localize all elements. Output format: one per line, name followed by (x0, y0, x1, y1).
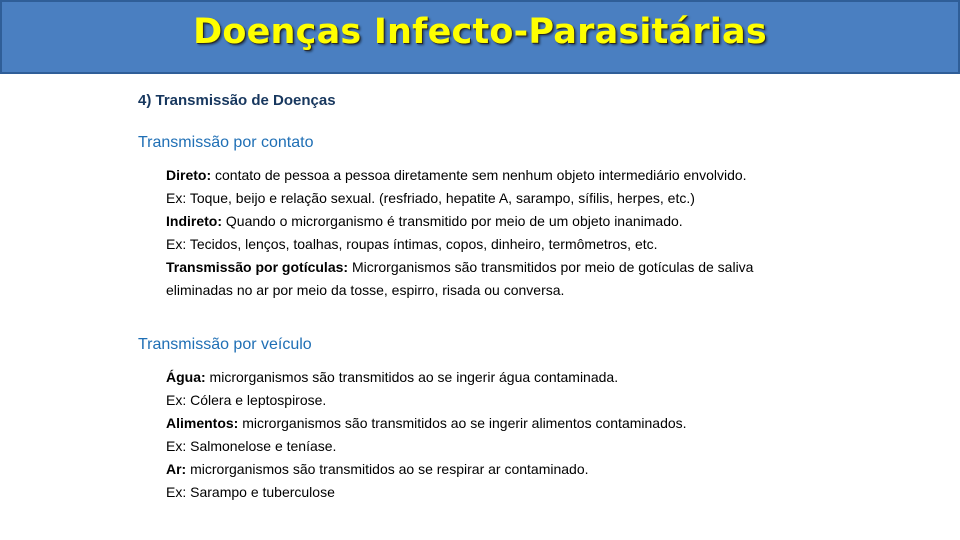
list-item (166, 412, 806, 435)
item-text: Ex: Sarampo e tuberculose (166, 484, 335, 500)
section-heading: 4) Transmissão de Doenças (138, 92, 336, 109)
item-text: microrganismos são transmitidos ao se ingerir água contaminada. (205, 369, 619, 385)
list-item (166, 187, 806, 210)
list-item (166, 366, 806, 389)
item-text: Quando o microrganismo é transmitido por meio de um objeto inanimado. (222, 213, 683, 229)
item-text: microrganismos são transmitidos ao se ingerir alimentos contaminados. (238, 415, 687, 431)
item-label: Ar: (166, 461, 187, 477)
item-text: Microrganismos são transmitidos por meio de gotículas de saliva eliminadas no ar por meio da tosse, espirro, risada ou conversa. (166, 259, 754, 298)
contato-list (166, 164, 806, 302)
list-item (166, 164, 806, 187)
item-text: contato de pessoa a pessoa diretamente sem nenhum objeto intermediário envolvido. (211, 167, 747, 183)
list-item (166, 210, 806, 233)
item-text: Ex: Salmonelose e teníase. (166, 438, 337, 454)
item-text: Ex: Tecidos, lenços, toalhas, roupas íntimas, copos, dinheiro, termômetros, etc. (166, 236, 658, 252)
item-label: Alimentos: (166, 415, 239, 431)
item-text: Ex: Cólera e leptospirose. (166, 392, 327, 408)
list-item (166, 256, 806, 302)
list-item (166, 481, 806, 504)
veiculo-list (166, 366, 806, 504)
subheading-contato: Transmissão por contato (138, 134, 314, 151)
list-item (166, 389, 806, 412)
subheading-veiculo: Transmissão por veículo (138, 336, 312, 353)
item-text: Ex: Toque, beijo e relação sexual. (resfriado, hepatite A, sarampo, sífilis, herpes, etc.) (166, 190, 695, 206)
item-label: Água: (166, 369, 206, 385)
list-item (166, 233, 806, 256)
slide-title: Doenças Infecto-Parasitárias (193, 12, 767, 52)
list-item (166, 458, 806, 481)
title-bar (0, 0, 960, 74)
item-label: Transmissão por gotículas: (166, 259, 349, 275)
item-label: Indireto: (166, 213, 222, 229)
item-text: microrganismos são transmitidos ao se respirar ar contaminado. (186, 461, 589, 477)
list-item (166, 435, 806, 458)
item-label: Direto: (166, 167, 212, 183)
